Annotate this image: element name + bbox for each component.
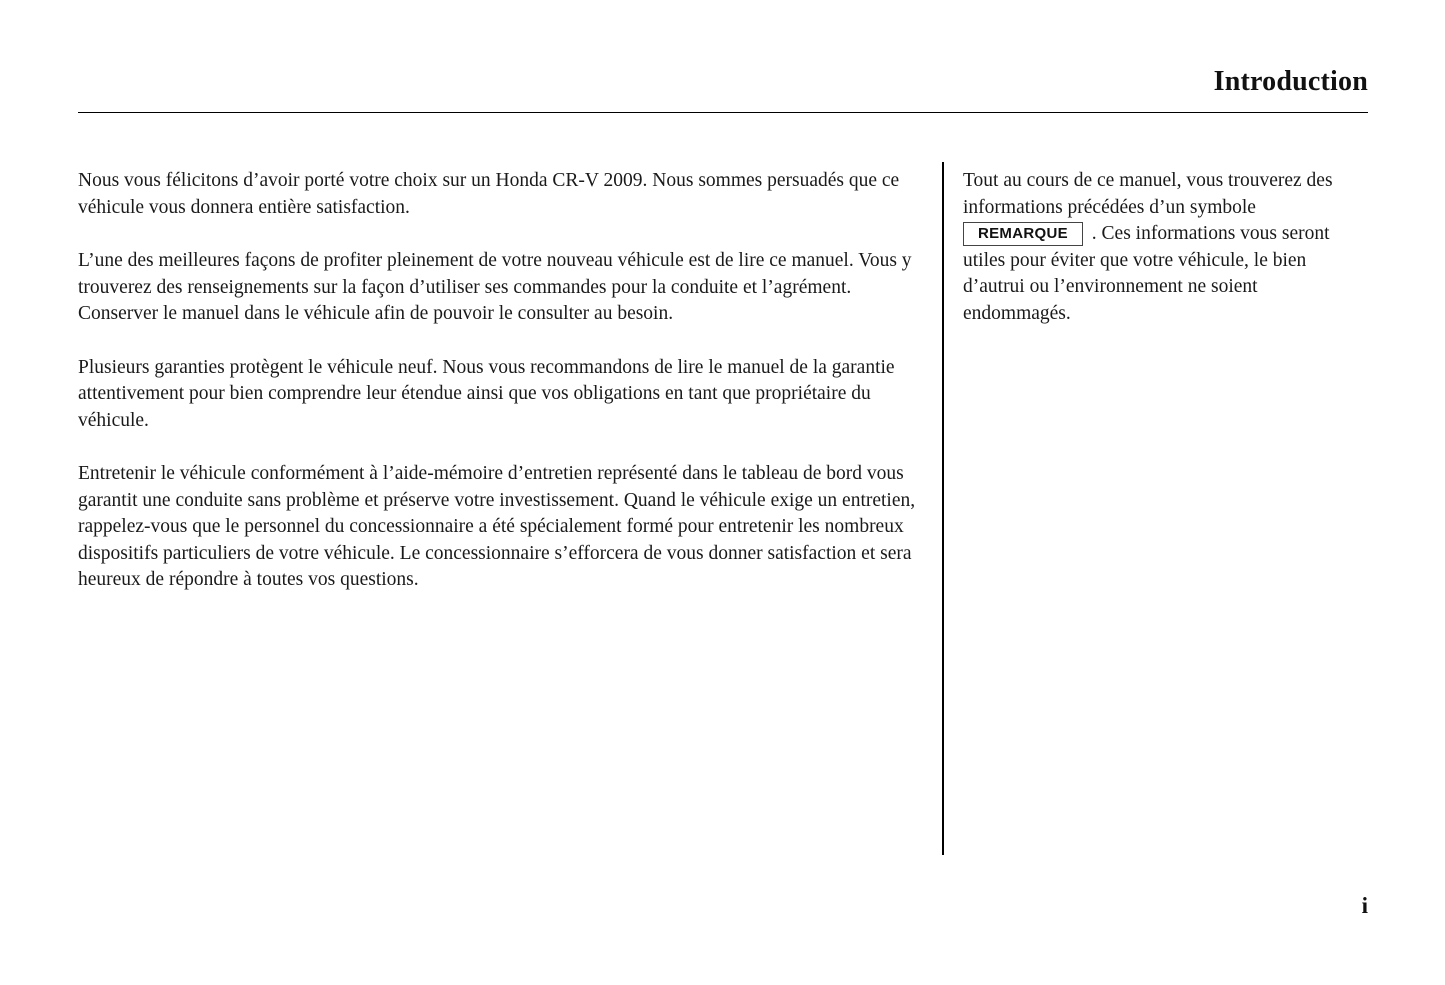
page-number: i [1361, 893, 1368, 918]
intro-paragraph-2: L’une des meilleures façons de profiter pleinement de votre nouveau véhicule est de lire ce manuel. Vous y trouverez des renseignements sur la façon d’utiliser ses commandes pour la conduite et l’agrément. Conserver le manuel dans le véhicule afin de pouvoir le consulter au besoin. [78, 250, 912, 324]
remarque-symbol-box: REMARQUE [963, 222, 1083, 246]
intro-paragraph-4: Entretenir le véhicule conformément à l’aide-mémoire d’entretien représenté dans le tableau de bord vous garantit une conduite sans problème et préserve votre investissement. Quand le véhicule exige un entretien, rappelez-vous que le personnel du concessionnaire a été spécialement formé pour entretenir les nombreux dispositifs particuliers de votre véhicule. Le concessionnaire s’efforcera de vous donner satisfaction et sera heureux de répondre à toutes vos questions. [78, 463, 916, 590]
header-divider [78, 112, 1368, 113]
column-divider [942, 162, 944, 855]
note-text-before: Tout au cours de ce manuel, vous trouverez des informations précédées d’un symbole [963, 170, 1333, 218]
page-title: Introduction [1213, 66, 1368, 97]
note-text-after: . Ces informations vous seront utiles pour éviter que votre véhicule, le bien d’autrui ou l’environnement ne soient endommagés. [963, 223, 1330, 324]
intro-paragraph-1: Nous vous félicitons d’avoir porté votre choix sur un Honda CR-V 2009. Nous sommes persuadés que ce véhicule vous donnera entière satisfaction. [78, 170, 900, 218]
left-column [78, 168, 916, 621]
note-paragraph [963, 168, 1361, 327]
right-column [963, 168, 1361, 327]
intro-paragraph-3: Plusieurs garanties protègent le véhicule neuf. Nous vous recommandons de lire le manuel de la garantie attentivement pour bien comprendre leur étendue ainsi que vos obligations en tant que propriétaire du véhicule. [78, 356, 895, 431]
